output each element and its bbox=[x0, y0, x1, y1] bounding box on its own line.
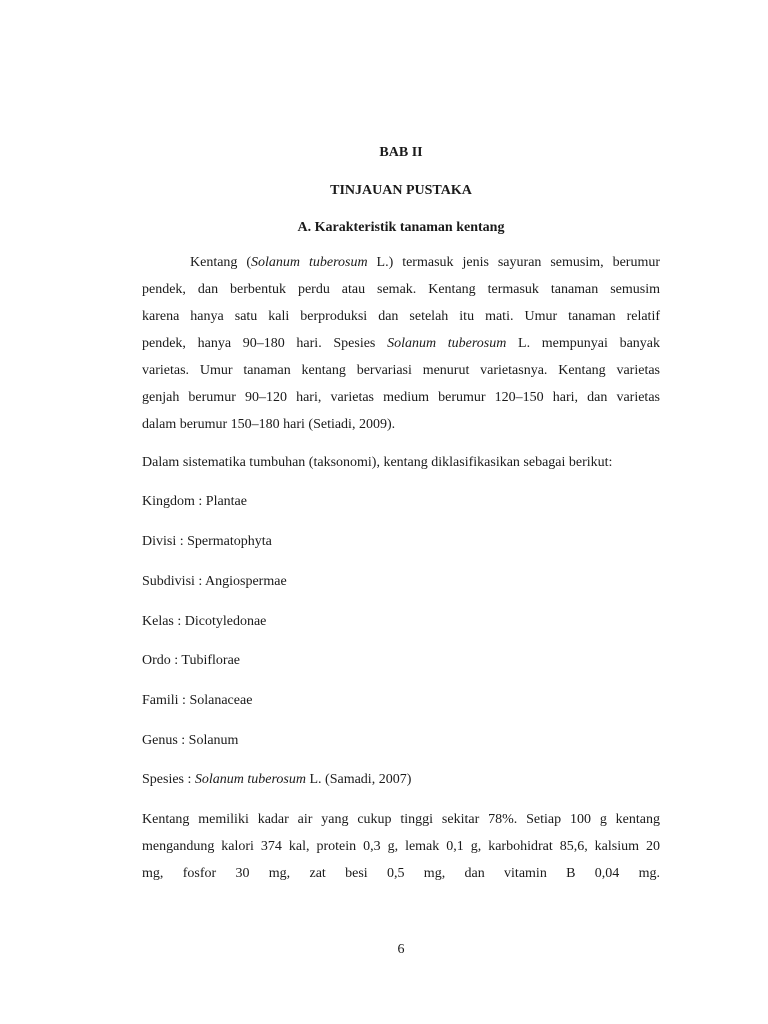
paragraph-1-line-6: genjah berumur 90–120 hari, varietas medium berumur 120–150 hari, dan varietas bbox=[142, 390, 660, 405]
taxonomy-subdivisi: Subdivisi : Angiospermae bbox=[142, 574, 287, 589]
paragraph-1 bbox=[142, 249, 660, 438]
taxonomy-kingdom: Kingdom : Plantae bbox=[142, 494, 247, 509]
section-heading: A. Karakteristik tanaman kentang bbox=[297, 220, 505, 235]
taxonomy-spesies: Spesies : Solanum tuberosum L. (Samadi, 2007) bbox=[142, 772, 412, 787]
taxonomy-divisi: Divisi : Spermatophyta bbox=[142, 534, 272, 549]
taxonomy-intro: Dalam sistematika tumbuhan (taksonomi), kentang diklasifikasikan sebagai berikut: bbox=[142, 455, 613, 470]
paragraph-2-line-3: mg, fosfor 30 mg, zat besi 0,5 mg, dan vitamin B 0,04 mg. bbox=[142, 866, 660, 881]
chapter-title: TINJAUAN PUSTAKA bbox=[330, 183, 472, 198]
paragraph-1-line-5: varietas. Umur tanaman kentang bervariasi menurut varietasnya. Kentang varietas bbox=[142, 363, 660, 378]
taxonomy-famili: Famili : Solanaceae bbox=[142, 693, 253, 708]
paragraph-1-line-7: dalam berumur 150–180 hari (Setiadi, 2009). bbox=[142, 417, 396, 432]
paragraph-2-line-2: mengandung kalori 374 kal, protein 0,3 g, lemak 0,1 g, karbohidrat 85,6, kalsium 20 bbox=[142, 839, 660, 854]
page-number: 6 bbox=[397, 942, 405, 957]
paragraph-1-line-4: pendek, hanya 90–180 hari. Spesies Solanum tuberosum L. mempunyai banyak bbox=[142, 336, 661, 351]
paragraph-1-line-2: pendek, dan berbentuk perdu atau semak. Kentang termasuk tanaman semusim bbox=[142, 282, 660, 297]
paragraph-1-line-3: karena hanya satu kali berproduksi dan setelah itu mati. Umur tanaman relatif bbox=[142, 309, 660, 324]
taxonomy-genus: Genus : Solanum bbox=[142, 733, 239, 748]
paragraph-2-line-1: Kentang memiliki kadar air yang cukup tinggi sekitar 78%. Setiap 100 g kentang bbox=[142, 812, 660, 827]
taxonomy-ordo: Ordo : Tubiflorae bbox=[142, 653, 240, 668]
chapter-heading: BAB II bbox=[379, 145, 423, 160]
paragraph-2 bbox=[142, 806, 660, 887]
paragraph-1-line-1: Kentang (Solanum tuberosum L.) termasuk jenis sayuran semusim, berumur bbox=[190, 255, 661, 270]
taxonomy-kelas: Kelas : Dicotyledonae bbox=[142, 614, 267, 629]
